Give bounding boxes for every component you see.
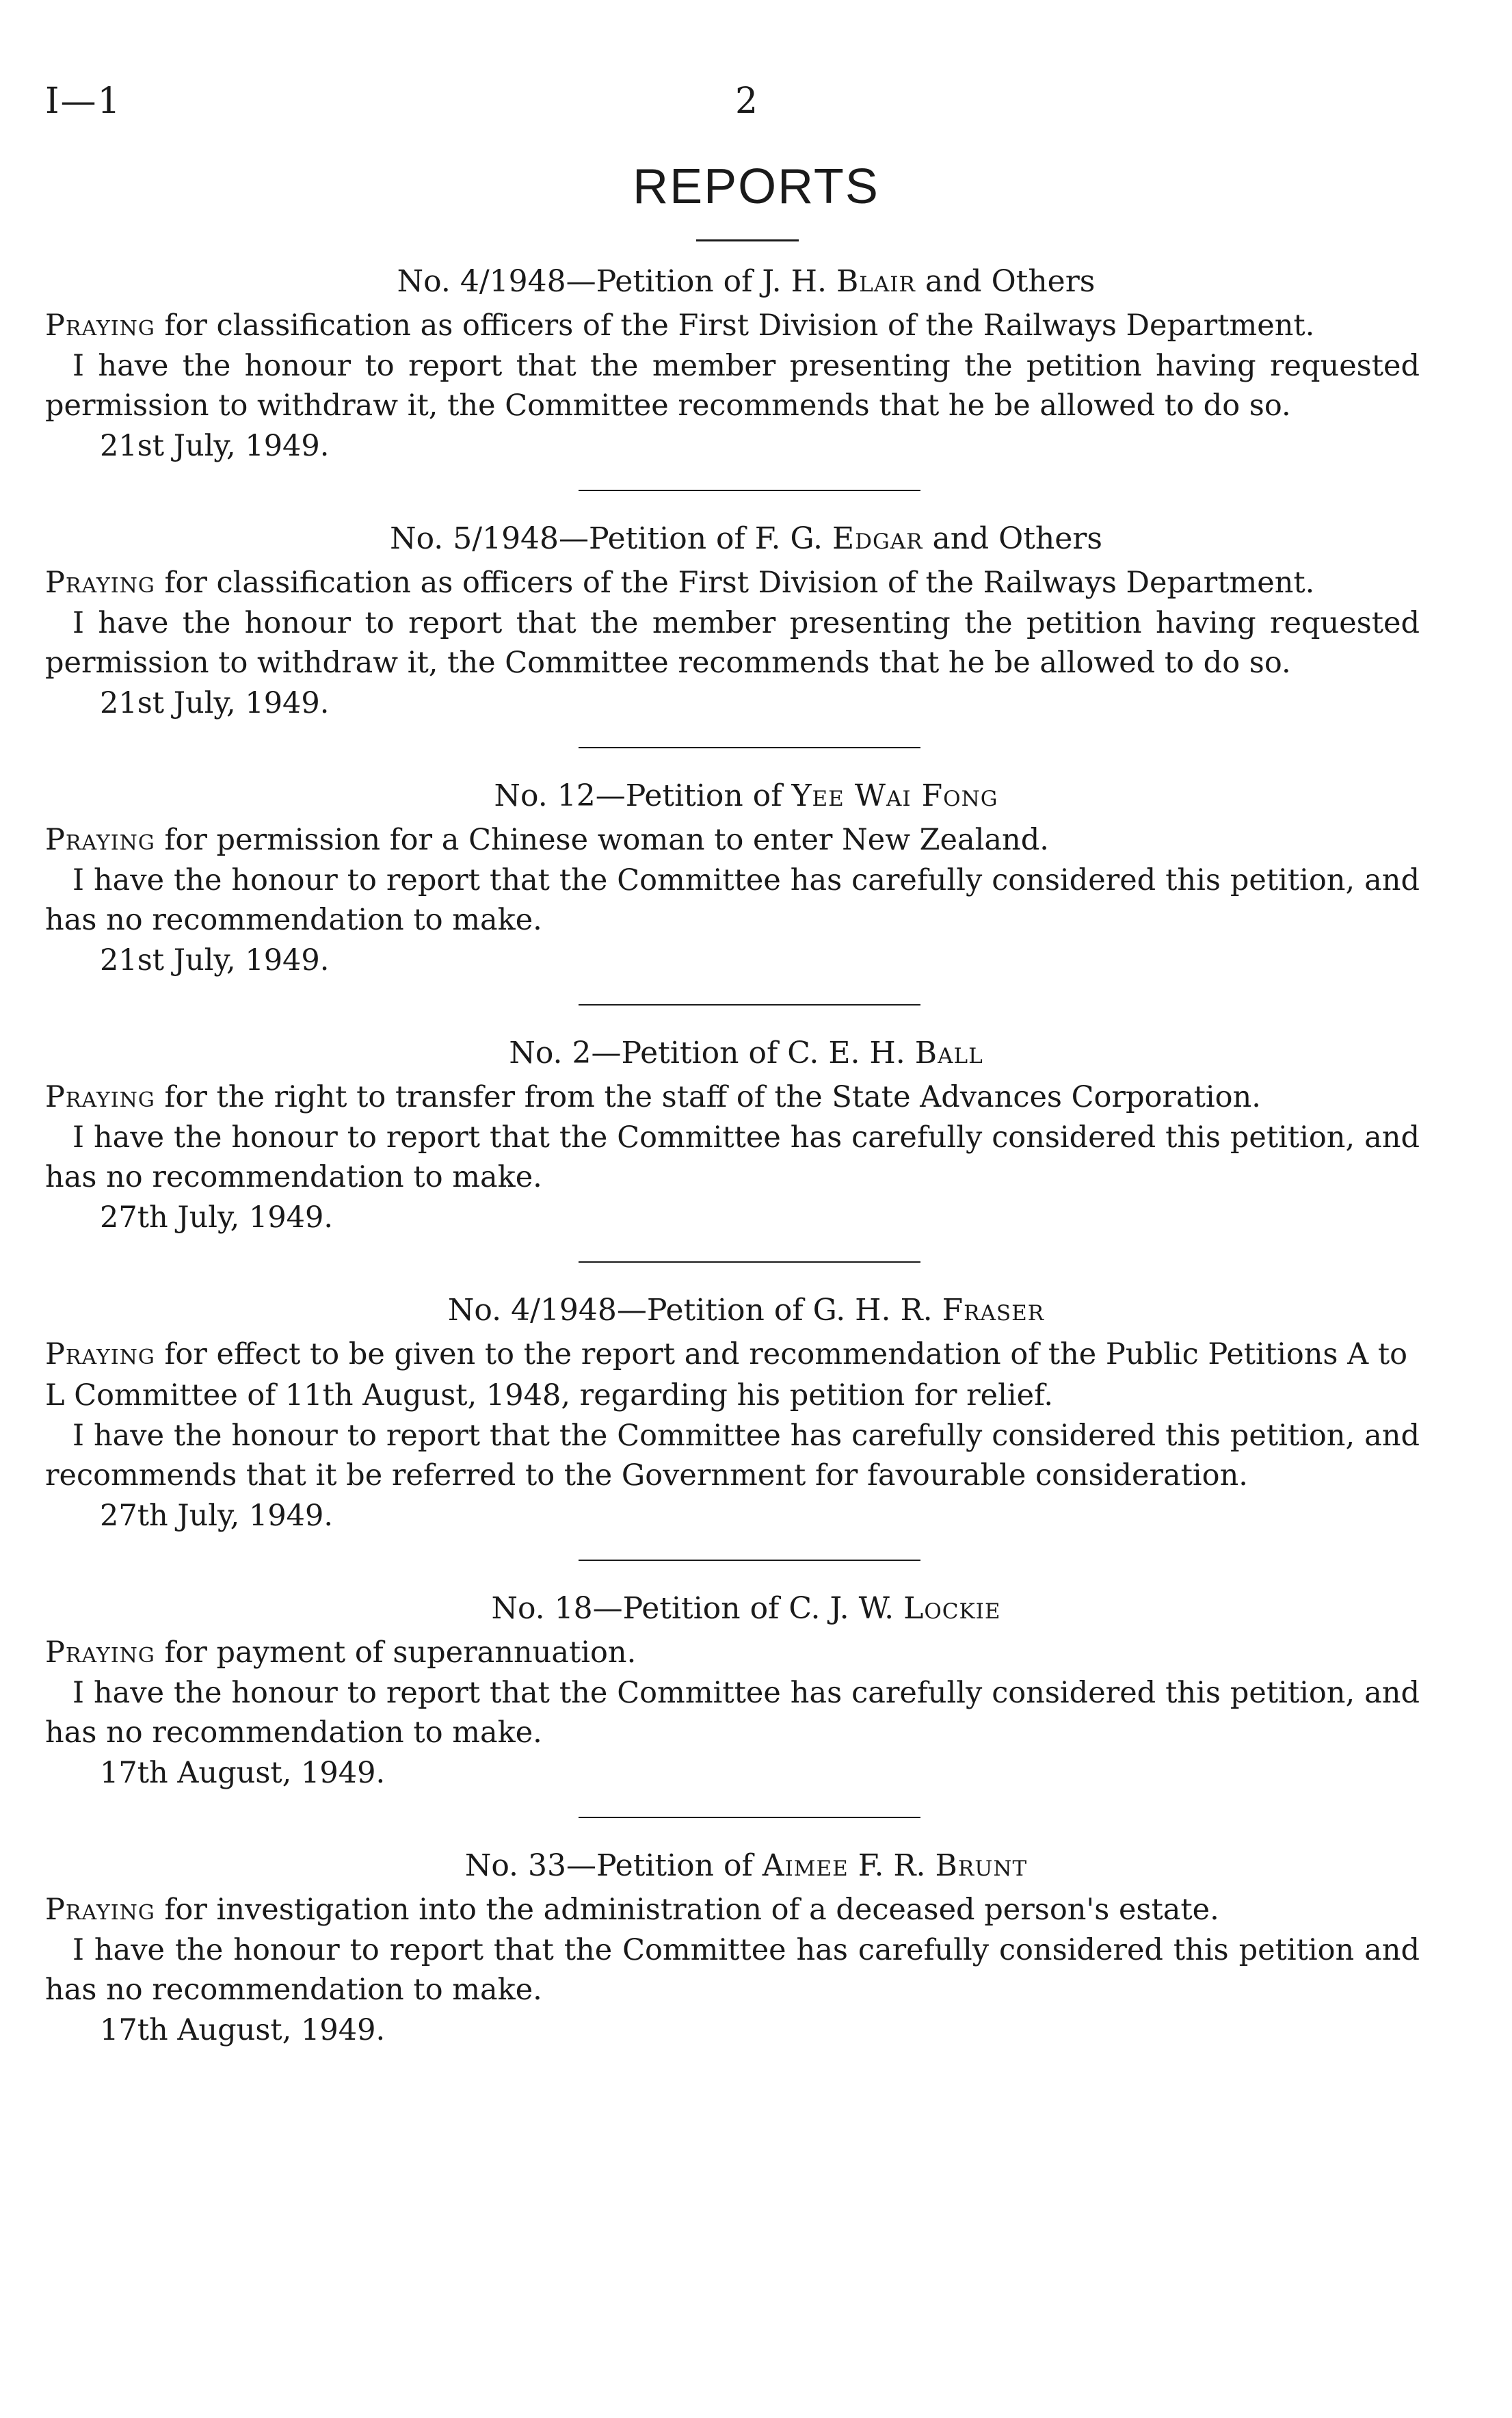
separator-rule xyxy=(579,1817,920,1818)
report-heading: No. 2—Petition of C. E. H. Ball xyxy=(509,1036,983,1070)
report-date: 17th August, 1949. xyxy=(100,1756,386,1790)
praying-line: Praying for the right to transfer from the staff of the State Advances Corporation. xyxy=(45,1080,1261,1114)
paper-reference: I—1 xyxy=(45,81,122,122)
report-6 xyxy=(45,1588,1420,1818)
report-date: 21st July, 1949. xyxy=(100,429,330,463)
petitioner-name: Yee Wai Fong xyxy=(791,778,998,813)
report-heading: No. 12—Petition of Yee Wai Fong xyxy=(494,778,998,813)
report-body: I have the honour to report that the Committee has carefully considered this petition, and has no recommendation to make. xyxy=(45,1676,1420,1750)
report-body: I have the honour to report that the Committee has carefully considered this petition, and has no recommendation to make. xyxy=(45,1120,1420,1194)
report-heading: No. 33—Petition of Aimee F. R. Brunt xyxy=(464,1848,1028,1883)
praying-line: Praying for payment of superannuation. xyxy=(45,1635,637,1670)
title-rule xyxy=(696,239,799,241)
report-heading: No. 4/1948—Petition of G. H. R. Fraser xyxy=(447,1293,1045,1328)
separator-rule xyxy=(579,1261,920,1263)
reports-list xyxy=(45,261,1420,2051)
report-7 xyxy=(45,1845,1420,2051)
praying-line: Praying for classification as officers of the First Division of the Railways Department. xyxy=(45,566,1315,600)
report-body: I have the honour to report that the member presenting the petition having requested permission to withdraw it, the Committee recommends that he be allowed to do so. xyxy=(45,349,1420,423)
report-body: I have the honour to report that the Committee has carefully considered this petition, and recommends that it be referred to the Government for favourable consideration. xyxy=(45,1419,1420,1493)
report-date: 21st July, 1949. xyxy=(100,943,330,977)
report-1 xyxy=(45,261,1420,491)
praying-line: Praying for classification as officers of the First Division of the Railways Department. xyxy=(45,308,1315,343)
report-heading: No. 4/1948—Petition of J. H. Blair and Others xyxy=(397,264,1096,299)
report-body: I have the honour to report that the Committee has carefully considered this petition, and has no recommendation to make. xyxy=(45,863,1420,937)
report-4 xyxy=(45,1033,1420,1263)
report-date: 27th July, 1949. xyxy=(100,1499,334,1533)
praying-line: Praying for permission for a Chinese woman to enter New Zealand. xyxy=(45,823,1049,857)
report-date: 21st July, 1949. xyxy=(100,686,330,720)
report-3 xyxy=(45,776,1420,1006)
report-heading: No. 18—Petition of C. J. W. Lockie xyxy=(491,1591,1001,1626)
petitioner-name: Aimee xyxy=(762,1848,849,1883)
report-2 xyxy=(45,518,1420,748)
petitioner-name: Ball xyxy=(914,1036,983,1070)
praying-line: Praying for investigation into the administration of a deceased person's estate. xyxy=(45,1893,1219,1927)
report-date: 17th August, 1949. xyxy=(100,2013,386,2047)
petitioner-name: Edgar xyxy=(832,521,923,556)
petitioner-surname: Brunt xyxy=(935,1848,1028,1883)
petitioner-name: Lockie xyxy=(903,1591,1001,1626)
page-number: 2 xyxy=(735,81,758,122)
page-title: REPORTS xyxy=(633,159,879,214)
report-body: I have the honour to report that the Committee has carefully considered this petition and has no recommendation to make. xyxy=(45,1933,1420,2007)
separator-rule xyxy=(579,1004,920,1006)
separator-rule xyxy=(579,490,920,491)
separator-rule xyxy=(579,1560,920,1561)
praying-line: Praying for effect to be given to the report and recommendation of the Public Petitions A to L Committee of 11th August, 1948, regarding his petition for relief. xyxy=(45,1337,1408,1412)
report-heading: No. 5/1948—Petition of F. G. Edgar and Others xyxy=(390,521,1102,556)
running-head xyxy=(0,81,1512,129)
separator-rule xyxy=(579,747,920,748)
report-date: 27th July, 1949. xyxy=(100,1200,334,1235)
petitioner-name: Blair xyxy=(836,264,916,299)
report-5 xyxy=(45,1290,1420,1561)
report-body: I have the honour to report that the member presenting the petition having requested permission to withdraw it, the Committee recommends that he be allowed to do so. xyxy=(45,606,1420,680)
petitioner-name: Fraser xyxy=(942,1293,1045,1328)
